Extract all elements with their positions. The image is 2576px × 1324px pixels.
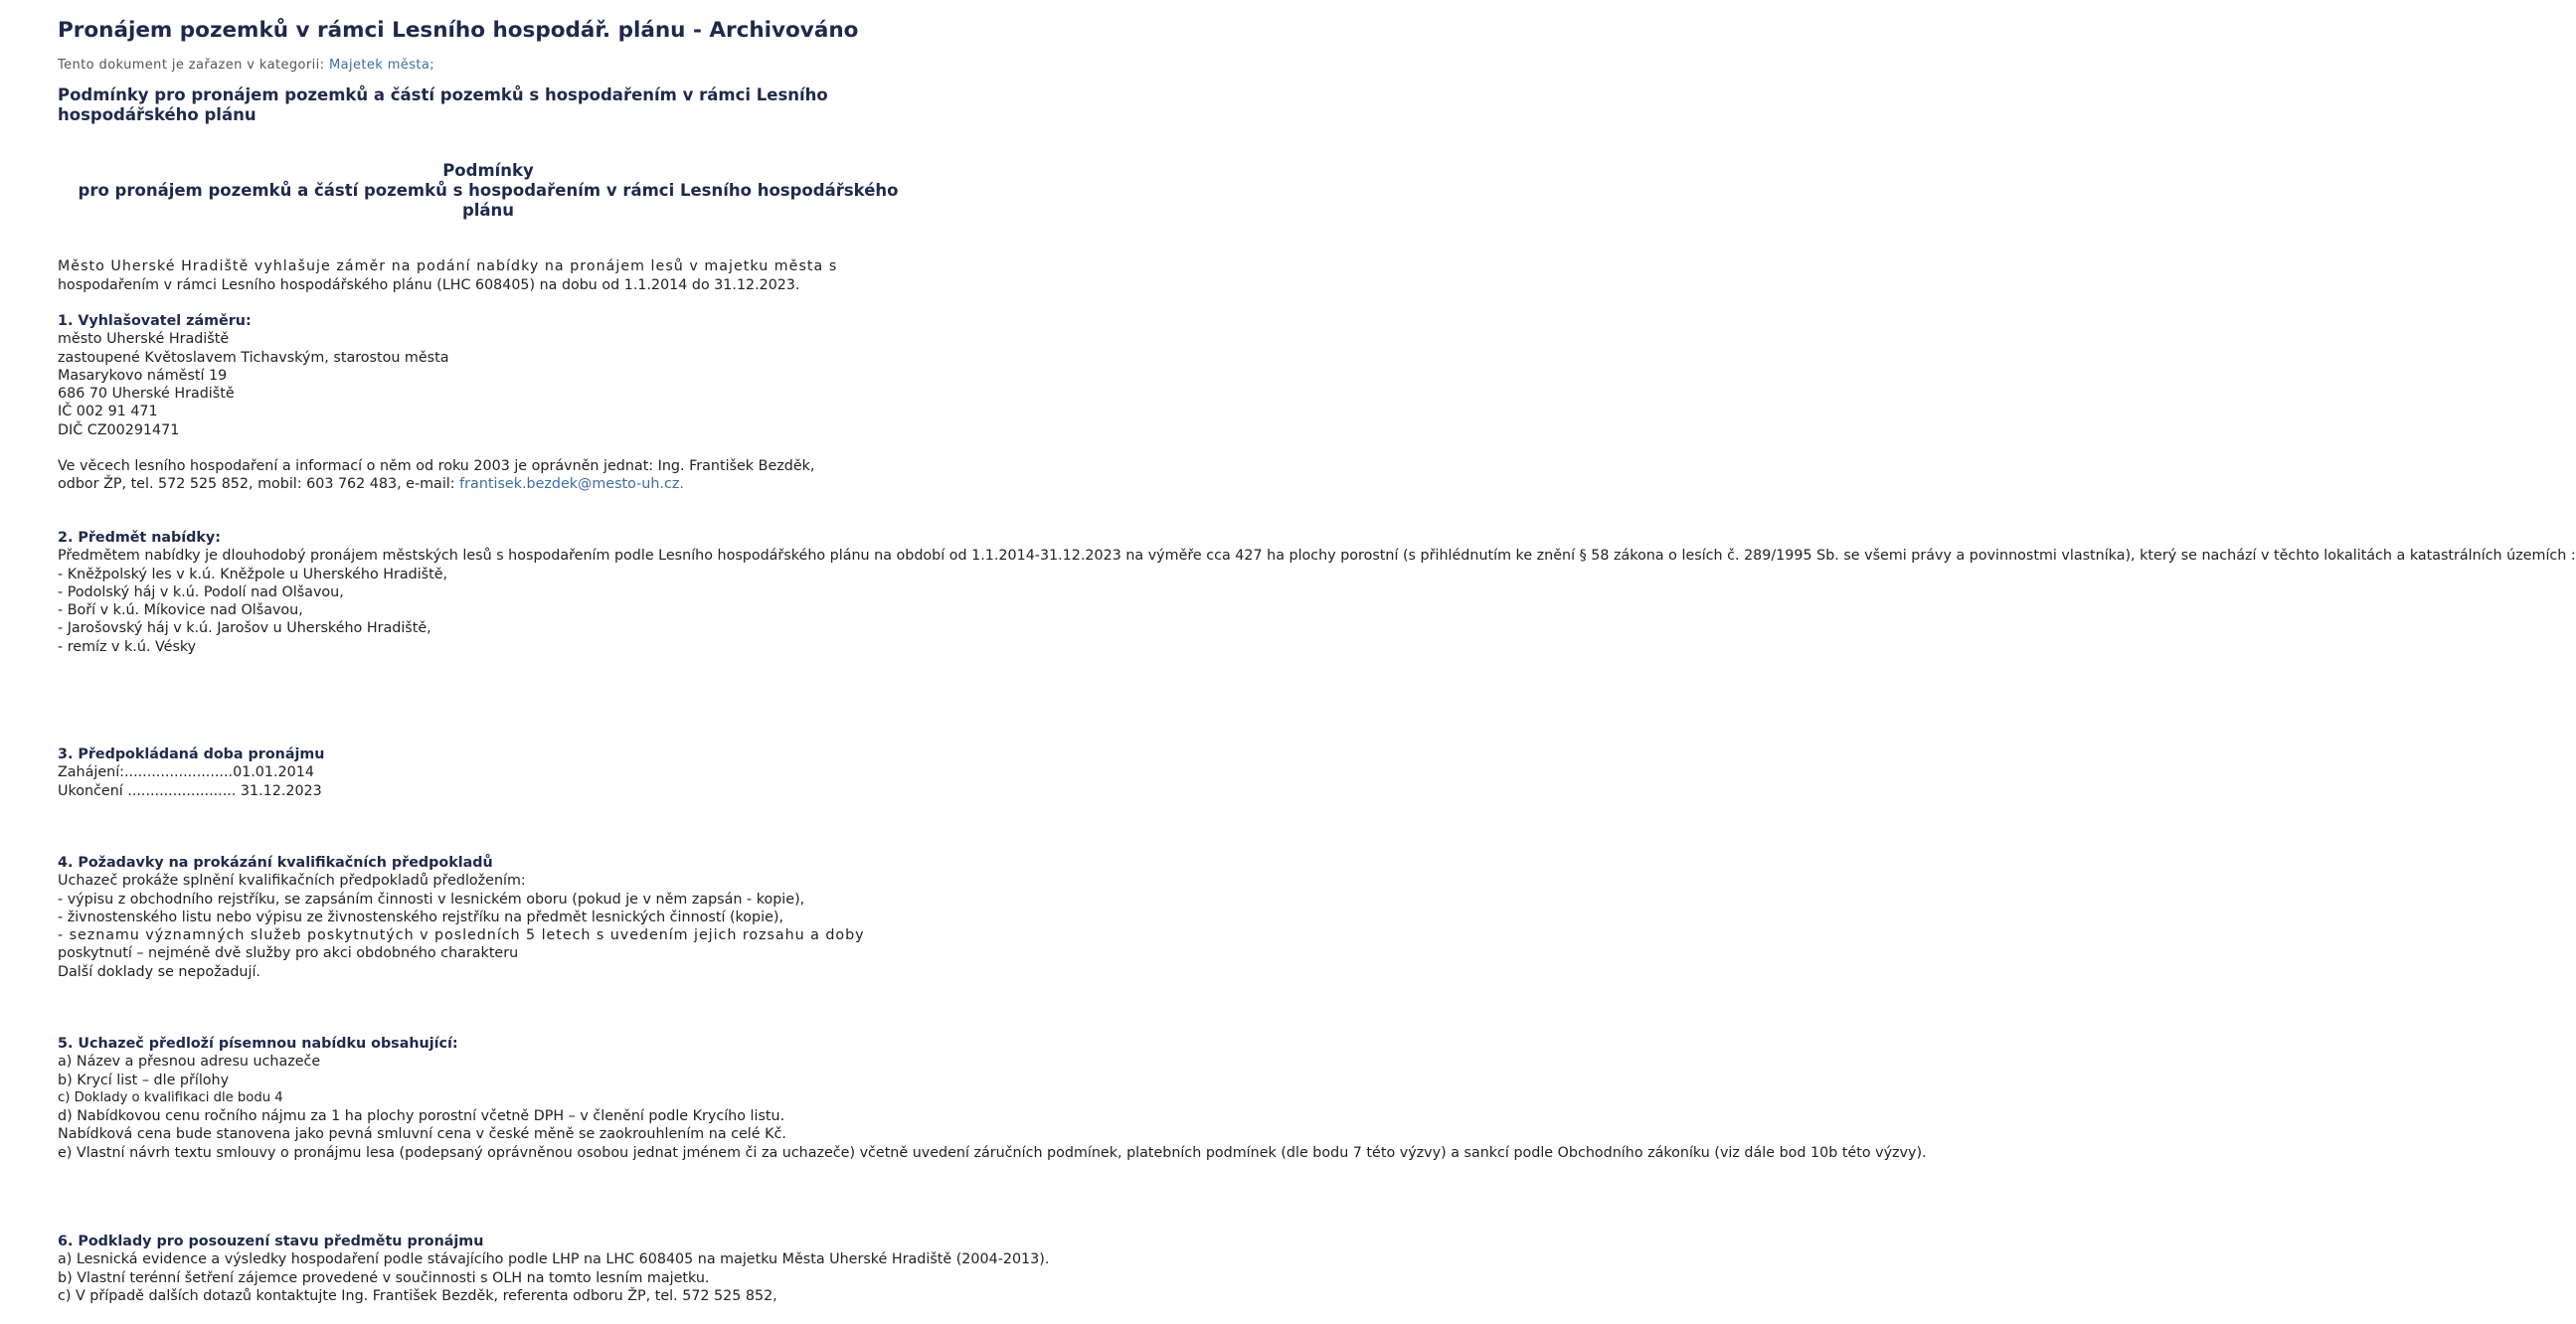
s4-line: Uchazeč prokáže splnění kvalifikačních předpokladů předložením: [58, 873, 526, 890]
section-3 [58, 745, 919, 800]
s5-item: a) Název a přesnou adresu uchazeče [58, 1054, 321, 1071]
s5-item: e) Vlastní návrh textu smlouvy o pronájmu lesa (podepsaný oprávněnou osobou jednat jménem či za uchazeče) včetně uvedení záručních podmínek, platebních podmínek (dle bodu 7 této výzvy) a sankcí podle Obchodního zákoníku (viz dále bod 10b této výzvy). [58, 1144, 1927, 1161]
start-date: Zahájení:........................01.01.2014 [58, 764, 314, 781]
category-prefix: Tento dokument je zařazen v kategorii: [58, 58, 325, 73]
section-1 [58, 312, 919, 439]
contact-line-1: Ve věcech lesního hospodaření a informací o něm od roku 2003 je oprávněn jednat: Ing. František Bezděk, [58, 458, 815, 474]
s1-line: zastoupené Květoslavem Tichavským, starostou města [58, 349, 449, 366]
intro-line-1: Město Uherské Hradiště vyhlašuje záměr na podání nabídky na pronájem lesů v majetku města s [58, 258, 838, 274]
category-link[interactable]: Majetek města; [328, 58, 435, 73]
centered-heading-line1: Podmínky [442, 161, 534, 180]
s6-item: b) Vlastní terénní šetření zájemce provedené v součinnosti s OLH na tomto lesním majetku. [58, 1269, 710, 1286]
s4-line: Další doklady se nepožadují. [58, 963, 260, 980]
email-link[interactable]: frantisek.bezdek@mesto-uh.cz. [459, 476, 684, 493]
list-item: - Boří v k.ú. Míkovice nad Olšavou, [58, 602, 303, 619]
s5-item: Nabídková cena bude stanovena jako pevná smluvní cena v české měně se zaokrouhlením na celé Kč. [58, 1126, 786, 1143]
list-item: - Podolský háj v k.ú. Podolí nad Olšavou, [58, 583, 344, 600]
s1-line: 686 70 Uherské Hradiště [58, 386, 235, 403]
page-title: Pronájem pozemků v rámci Lesního hospodář. plánu - Archivováno [58, 18, 859, 43]
document-subtitle: Podmínky pro pronájem pozemků a částí pozemků s hospodařením v rámci Lesního hospodářského plánu [58, 85, 828, 124]
section-5-heading: 5. Uchazeč předloží písemnou nabídku obsahující: [58, 1036, 458, 1052]
s5-item: d) Nabídkovou cenu ročního nájmu za 1 ha plochy porostní včetně DPH – v členění podle Krycího listu. [58, 1108, 785, 1125]
s1-line: DIČ CZ00291471 [58, 421, 180, 438]
section-5 [58, 1035, 1927, 1162]
s5-item: b) Krycí list – dle přílohy [58, 1072, 230, 1088]
section-4 [58, 854, 919, 981]
section-3-heading: 3. Předpokládaná doba pronájmu [58, 746, 325, 762]
s4-line: poskytnutí – nejméně dvě služby pro akci obdobného charakteru [58, 945, 519, 962]
s1-line: IČ 002 91 471 [58, 404, 158, 420]
s5-item: c) Doklady o kvalifikaci dle bodu 4 [58, 1089, 283, 1105]
section-6 [58, 1233, 1050, 1305]
category-line [58, 58, 919, 73]
section-2-heading: 2. Předmět nabídky: [58, 530, 221, 546]
s4-line: - seznamu významných služeb poskytnutých v posledních 5 letech s uvedením jejich rozsahu a doby [58, 927, 865, 944]
section-4-heading: 4. Požadavky na prokázání kvalifikačních předpokladů [58, 855, 493, 871]
contact-line-2 [58, 475, 919, 493]
contact-paragraph [58, 457, 919, 494]
s4-line: - výpisu z obchodního rejstříku, se zapsáním činnosti v lesnickém oboru (pokud je v něm zapsán - kopie), [58, 891, 805, 908]
centered-heading-line2: pro pronájem pozemků a částí pozemků s hospodařením v rámci Lesního hospodářského plánu [78, 181, 899, 220]
section-6-heading: 6. Podklady pro posouzení stavu předmětu pronájmu [58, 1234, 484, 1249]
list-item: - remíz v k.ú. Vésky [58, 638, 197, 655]
section-2-paragraph: Předmětem nabídky je dlouhodobý pronájem městských lesů s hospodařením podle Lesního hospodářského plánu na období od 1.1.2014-31.12.2023 na výměře cca 427 ha plochy porostní (s přihlédnutím ke znění § 58 zákona o lesích č. 289/1995 Sb. se všemi právy a povinnostmi vlastníka), který se nachází v těchto lokalitách a katastrálních územích : [58, 548, 2576, 565]
s6-item: c) V případě dalších dotazů kontaktujte Ing. František Bezděk, referenta odboru ŽP, tel. 572 525 852, [58, 1287, 777, 1304]
list-item: - Jarošovský háj v k.ú. Jarošov u Uherského Hradiště, [58, 620, 431, 637]
intro-line-2: hospodařením v rámci Lesního hospodářského plánu (LHC 608405) na dobu od 1.1.2014 do 31.12.2023. [58, 277, 800, 293]
centered-heading [58, 161, 919, 221]
s1-line: Masarykovo náměstí 19 [58, 367, 228, 384]
section-1-heading: 1. Vyhlašovatel záměru: [58, 313, 252, 329]
contact-text: odbor ŽP, tel. 572 525 852, mobil: 603 762 483, e-mail: [58, 476, 455, 493]
section-2 [58, 529, 2576, 656]
end-date: Ukončení ........................ 31.12.2023 [58, 782, 322, 799]
s6-item: a) Lesnická evidence a výsledky hospodaření podle stávajícího podle LHP na LHC 608405 na majetku Města Uherské Hradiště (2004-2013). [58, 1251, 1050, 1268]
intro-paragraph [58, 257, 919, 295]
s1-line: město Uherské Hradiště [58, 331, 230, 348]
s4-line: - živnostenského listu nebo výpisu ze živnostenského rejstříku na předmět lesnických činností (kopie), [58, 909, 784, 925]
list-item: - Kněžpolský les v k.ú. Kněžpole u Uherského Hradiště, [58, 566, 448, 582]
